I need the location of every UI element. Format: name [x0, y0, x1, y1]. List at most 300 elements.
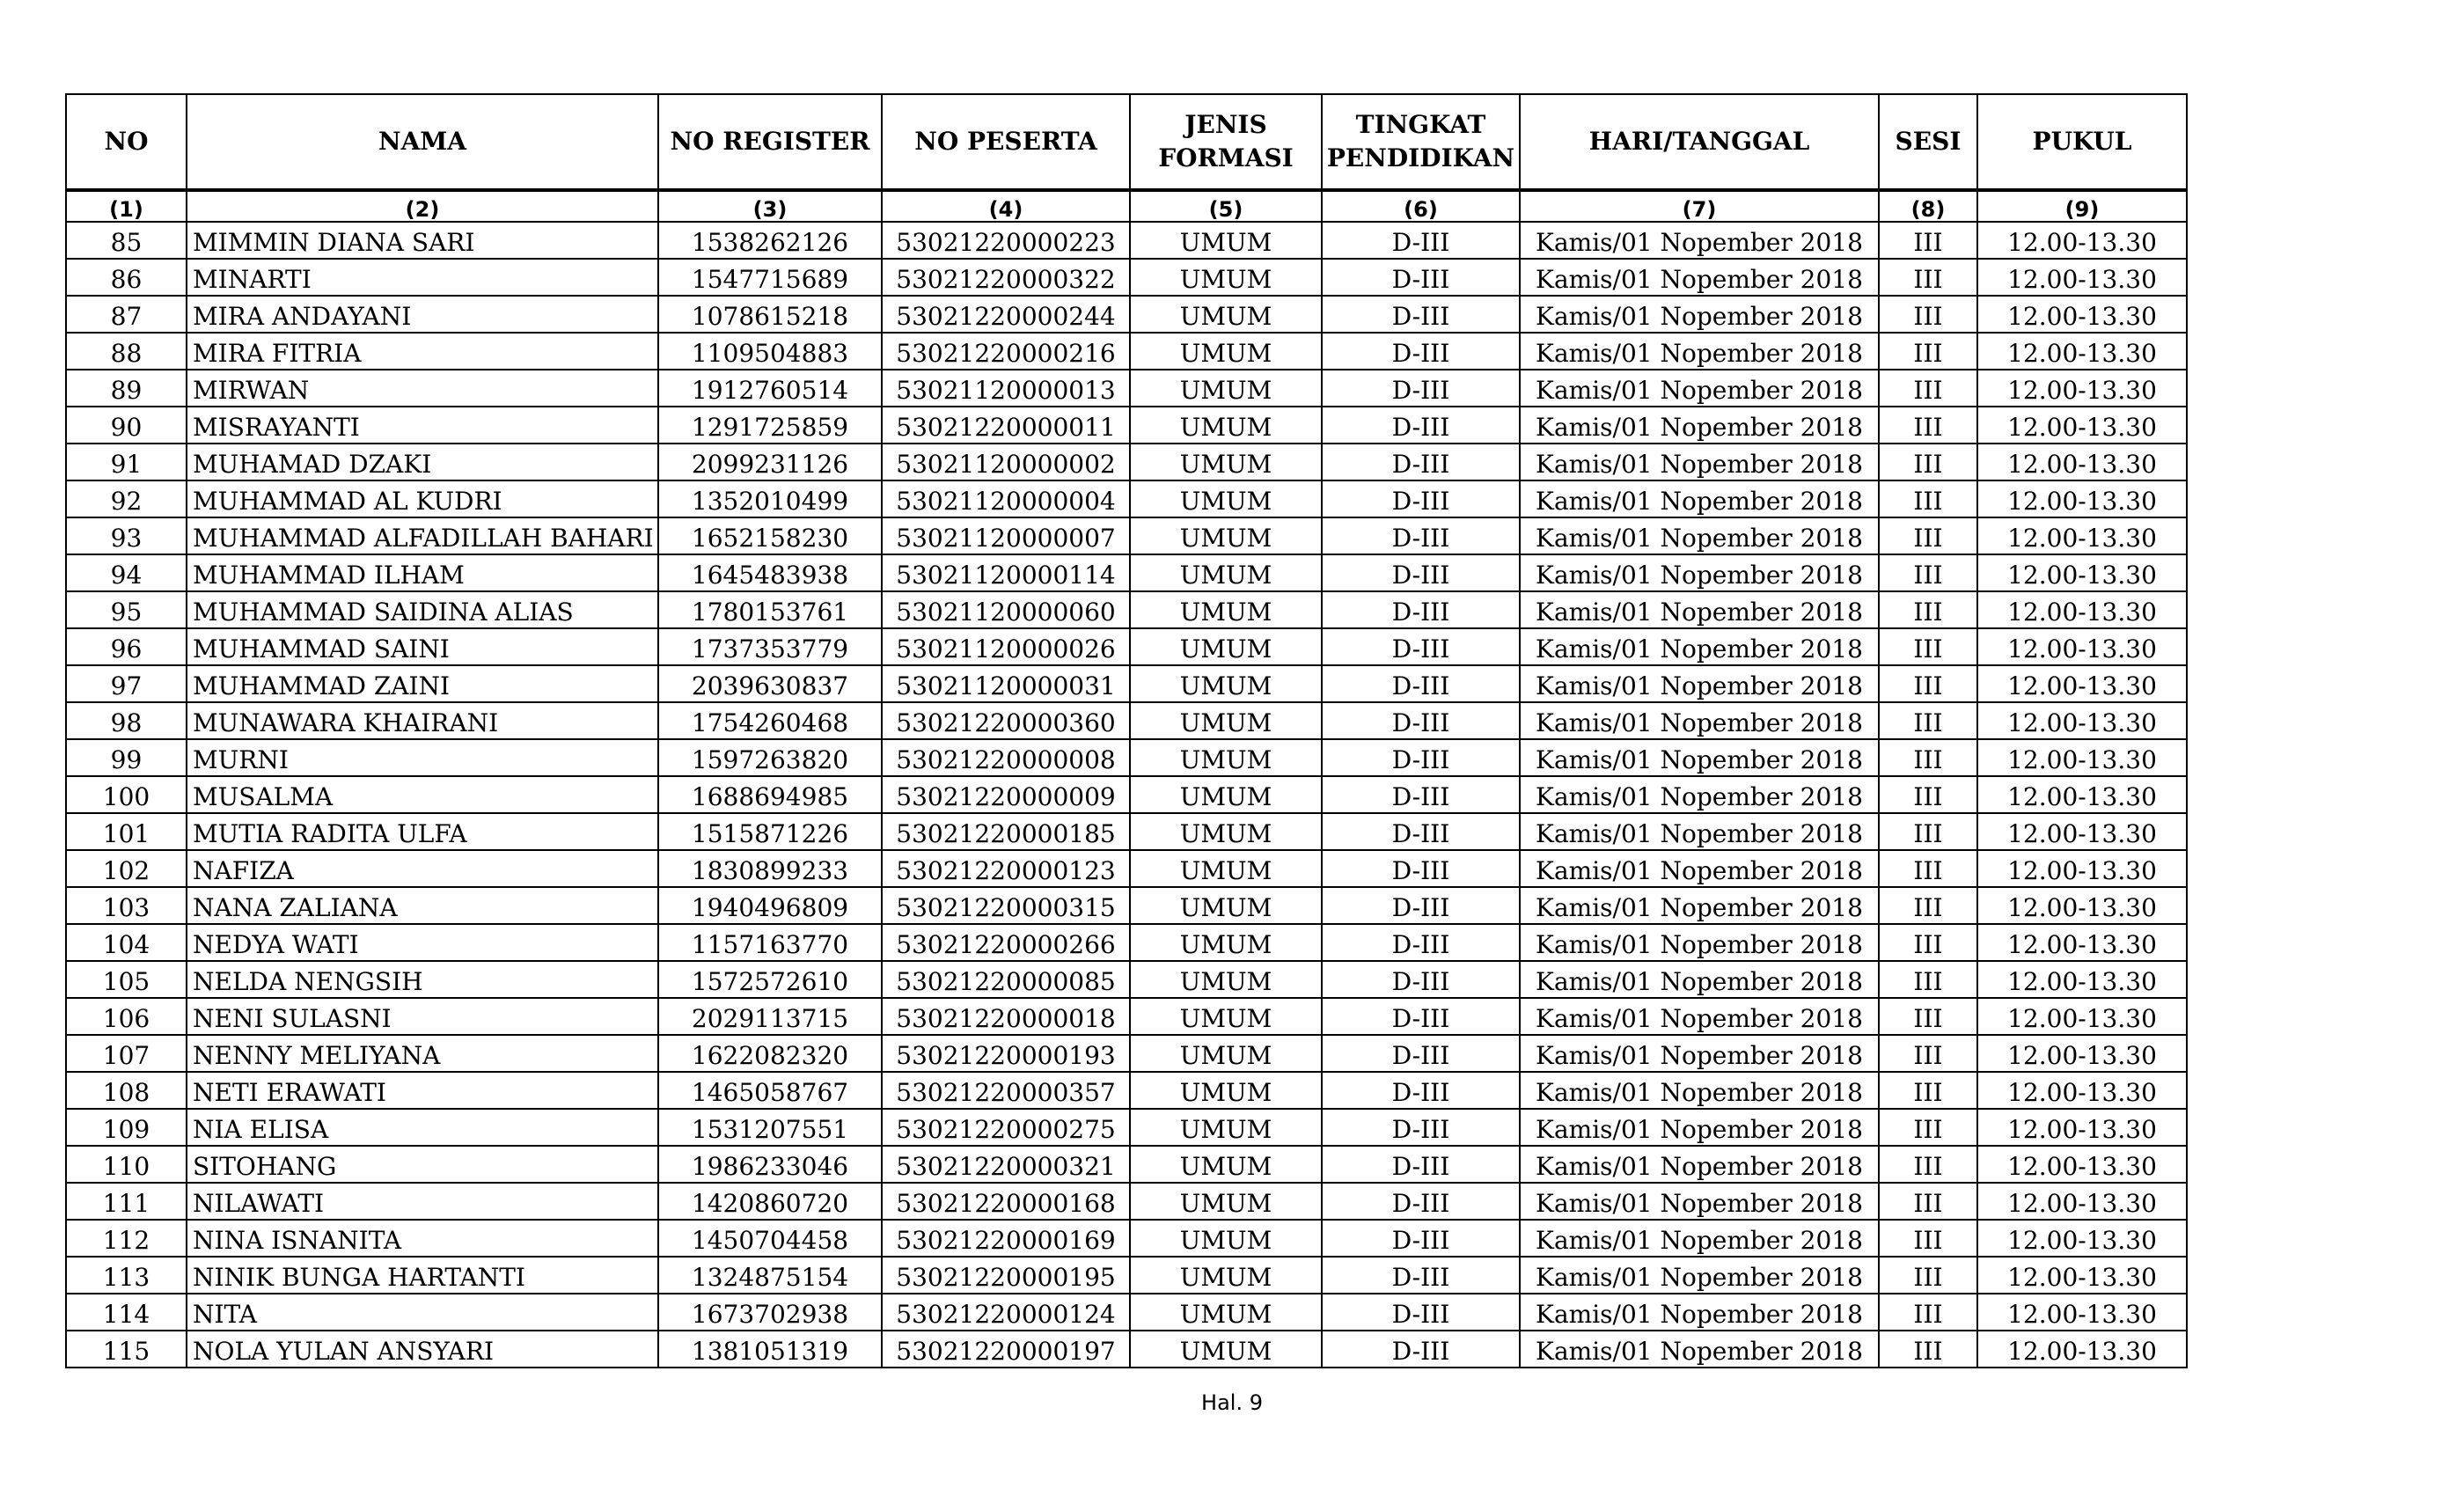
cell-sesi: III	[1879, 259, 1977, 296]
cell-tingkat-pendidikan: D-III	[1322, 1331, 1520, 1368]
cell-tingkat-pendidikan: D-III	[1322, 1220, 1520, 1257]
cell-hari-tanggal: Kamis/01 Nopember 2018	[1520, 444, 1879, 480]
cell-tingkat-pendidikan: D-III	[1322, 887, 1520, 924]
table-row	[66, 517, 2187, 554]
cell-tingkat-pendidikan: D-III	[1322, 444, 1520, 480]
cell-no: 98	[66, 702, 187, 739]
cell-no: 112	[66, 1220, 187, 1257]
header-sesi: SESI	[1879, 94, 1977, 190]
table-row	[66, 850, 2187, 887]
cell-pukul: 12.00-13.30	[1977, 665, 2187, 702]
cell-pukul: 12.00-13.30	[1977, 924, 2187, 961]
cell-hari-tanggal: Kamis/01 Nopember 2018	[1520, 776, 1879, 813]
cell-nama: MUHAMMAD ZAINI	[187, 665, 658, 702]
cell-no-register: 1688694985	[658, 776, 882, 813]
cell-sesi: III	[1879, 850, 1977, 887]
cell-sesi: III	[1879, 961, 1977, 998]
cell-pukul: 12.00-13.30	[1977, 591, 2187, 628]
cell-sesi: III	[1879, 1183, 1977, 1220]
cell-tingkat-pendidikan: D-III	[1322, 1257, 1520, 1294]
cell-no-register: 1572572610	[658, 961, 882, 998]
cell-nama: NETI ERAWATI	[187, 1072, 658, 1109]
page-number: Hal. 9	[1201, 1390, 1263, 1415]
cell-jenis-formasi: UMUM	[1130, 1146, 1322, 1183]
cell-tingkat-pendidikan: D-III	[1322, 998, 1520, 1035]
cell-jenis-formasi: UMUM	[1130, 961, 1322, 998]
cell-jenis-formasi: UMUM	[1130, 1257, 1322, 1294]
cell-hari-tanggal: Kamis/01 Nopember 2018	[1520, 924, 1879, 961]
cell-jenis-formasi: UMUM	[1130, 1072, 1322, 1109]
cell-hari-tanggal: Kamis/01 Nopember 2018	[1520, 554, 1879, 591]
cell-pukul: 12.00-13.30	[1977, 444, 2187, 480]
cell-tingkat-pendidikan: D-III	[1322, 407, 1520, 444]
cell-no: 89	[66, 370, 187, 407]
cell-tingkat-pendidikan: D-III	[1322, 1072, 1520, 1109]
cell-sesi: III	[1879, 665, 1977, 702]
cell-sesi: III	[1879, 1257, 1977, 1294]
table-row	[66, 1331, 2187, 1368]
cell-nama: NITA	[187, 1294, 658, 1331]
header-nama: NAMA	[187, 94, 658, 190]
cell-no-peserta: 53021220000197	[882, 1331, 1130, 1368]
cell-no-register: 1078615218	[658, 296, 882, 333]
cell-jenis-formasi: UMUM	[1130, 591, 1322, 628]
cell-no: 101	[66, 813, 187, 850]
cell-hari-tanggal: Kamis/01 Nopember 2018	[1520, 887, 1879, 924]
cell-no: 91	[66, 444, 187, 480]
cell-no-peserta: 53021220000357	[882, 1072, 1130, 1109]
cell-pukul: 12.00-13.30	[1977, 407, 2187, 444]
cell-no-register: 1673702938	[658, 1294, 882, 1331]
cell-hari-tanggal: Kamis/01 Nopember 2018	[1520, 1257, 1879, 1294]
cell-sesi: III	[1879, 296, 1977, 333]
header-jenis-formasi: JENIS FORMASI	[1130, 94, 1322, 190]
cell-no: 97	[66, 665, 187, 702]
cell-nama: MUNAWARA KHAIRANI	[187, 702, 658, 739]
cell-no-peserta: 53021220000123	[882, 850, 1130, 887]
cell-no: 109	[66, 1109, 187, 1146]
cell-no-peserta: 53021220000315	[882, 887, 1130, 924]
table-row	[66, 665, 2187, 702]
cell-no-peserta: 53021220000018	[882, 998, 1130, 1035]
cell-nama: MUHAMMAD SAIDINA ALIAS	[187, 591, 658, 628]
cell-no-peserta: 53021220000011	[882, 407, 1130, 444]
cell-pukul: 12.00-13.30	[1977, 296, 2187, 333]
cell-jenis-formasi: UMUM	[1130, 554, 1322, 591]
cell-hari-tanggal: Kamis/01 Nopember 2018	[1520, 1183, 1879, 1220]
cell-nama: NILAWATI	[187, 1183, 658, 1220]
cell-no-peserta: 53021120000002	[882, 444, 1130, 480]
column-index: (6)	[1322, 190, 1520, 222]
cell-nama: MISRAYANTI	[187, 407, 658, 444]
cell-jenis-formasi: UMUM	[1130, 1035, 1322, 1072]
cell-nama: NINA ISNANITA	[187, 1220, 658, 1257]
cell-no: 111	[66, 1183, 187, 1220]
cell-pukul: 12.00-13.30	[1977, 480, 2187, 517]
cell-pukul: 12.00-13.30	[1977, 554, 2187, 591]
cell-sesi: III	[1879, 1220, 1977, 1257]
cell-tingkat-pendidikan: D-III	[1322, 517, 1520, 554]
cell-no: 85	[66, 222, 187, 259]
cell-pukul: 12.00-13.30	[1977, 1220, 2187, 1257]
cell-jenis-formasi: UMUM	[1130, 407, 1322, 444]
table-row	[66, 1220, 2187, 1257]
cell-no-peserta: 53021120000004	[882, 480, 1130, 517]
cell-tingkat-pendidikan: D-III	[1322, 702, 1520, 739]
cell-sesi: III	[1879, 591, 1977, 628]
cell-pukul: 12.00-13.30	[1977, 739, 2187, 776]
cell-no: 115	[66, 1331, 187, 1368]
cell-no: 110	[66, 1146, 187, 1183]
cell-pukul: 12.00-13.30	[1977, 517, 2187, 554]
table-row	[66, 1146, 2187, 1183]
cell-jenis-formasi: UMUM	[1130, 296, 1322, 333]
cell-hari-tanggal: Kamis/01 Nopember 2018	[1520, 517, 1879, 554]
cell-hari-tanggal: Kamis/01 Nopember 2018	[1520, 702, 1879, 739]
column-index: (2)	[187, 190, 658, 222]
cell-no-register: 1622082320	[658, 1035, 882, 1072]
table-row	[66, 370, 2187, 407]
table-row	[66, 628, 2187, 665]
cell-no-peserta: 53021220000360	[882, 702, 1130, 739]
column-index: (7)	[1520, 190, 1879, 222]
table-row	[66, 998, 2187, 1035]
cell-tingkat-pendidikan: D-III	[1322, 333, 1520, 370]
table-row	[66, 222, 2187, 259]
cell-jenis-formasi: UMUM	[1130, 1183, 1322, 1220]
table-row	[66, 259, 2187, 296]
cell-pukul: 12.00-13.30	[1977, 1183, 2187, 1220]
cell-sesi: III	[1879, 1109, 1977, 1146]
cell-no-register: 1109504883	[658, 333, 882, 370]
cell-pukul: 12.00-13.30	[1977, 961, 2187, 998]
cell-hari-tanggal: Kamis/01 Nopember 2018	[1520, 1146, 1879, 1183]
cell-no-peserta: 53021220000322	[882, 259, 1130, 296]
cell-pukul: 12.00-13.30	[1977, 887, 2187, 924]
cell-no: 88	[66, 333, 187, 370]
cell-jenis-formasi: UMUM	[1130, 480, 1322, 517]
cell-jenis-formasi: UMUM	[1130, 628, 1322, 665]
cell-no-peserta: 53021220000195	[882, 1257, 1130, 1294]
cell-hari-tanggal: Kamis/01 Nopember 2018	[1520, 998, 1879, 1035]
cell-pukul: 12.00-13.30	[1977, 333, 2187, 370]
cell-hari-tanggal: Kamis/01 Nopember 2018	[1520, 1109, 1879, 1146]
cell-no: 107	[66, 1035, 187, 1072]
cell-no-register: 1912760514	[658, 370, 882, 407]
cell-pukul: 12.00-13.30	[1977, 1331, 2187, 1368]
cell-no: 103	[66, 887, 187, 924]
table-row	[66, 776, 2187, 813]
cell-no: 106	[66, 998, 187, 1035]
cell-hari-tanggal: Kamis/01 Nopember 2018	[1520, 1072, 1879, 1109]
cell-nama: MUSALMA	[187, 776, 658, 813]
cell-jenis-formasi: UMUM	[1130, 222, 1322, 259]
cell-sesi: III	[1879, 776, 1977, 813]
table-row	[66, 1257, 2187, 1294]
cell-sesi: III	[1879, 998, 1977, 1035]
cell-jenis-formasi: UMUM	[1130, 1294, 1322, 1331]
cell-pukul: 12.00-13.30	[1977, 1035, 2187, 1072]
cell-no-peserta: 53021220000275	[882, 1109, 1130, 1146]
cell-tingkat-pendidikan: D-III	[1322, 1294, 1520, 1331]
cell-jenis-formasi: UMUM	[1130, 776, 1322, 813]
cell-sesi: III	[1879, 628, 1977, 665]
cell-no-peserta: 53021120000007	[882, 517, 1130, 554]
column-index: (8)	[1879, 190, 1977, 222]
header-no-register: NO REGISTER	[658, 94, 882, 190]
cell-no-register: 1986233046	[658, 1146, 882, 1183]
cell-jenis-formasi: UMUM	[1130, 1331, 1322, 1368]
cell-hari-tanggal: Kamis/01 Nopember 2018	[1520, 370, 1879, 407]
cell-no-peserta: 53021220000008	[882, 739, 1130, 776]
cell-pukul: 12.00-13.30	[1977, 1146, 2187, 1183]
cell-nama: NANA ZALIANA	[187, 887, 658, 924]
cell-jenis-formasi: UMUM	[1130, 924, 1322, 961]
cell-no: 108	[66, 1072, 187, 1109]
cell-no-register: 1538262126	[658, 222, 882, 259]
cell-pukul: 12.00-13.30	[1977, 628, 2187, 665]
cell-hari-tanggal: Kamis/01 Nopember 2018	[1520, 665, 1879, 702]
cell-jenis-formasi: UMUM	[1130, 739, 1322, 776]
cell-no-peserta: 53021220000321	[882, 1146, 1130, 1183]
column-index: (9)	[1977, 190, 2187, 222]
cell-nama: MIRA FITRIA	[187, 333, 658, 370]
cell-nama: MUHAMMAD ILHAM	[187, 554, 658, 591]
cell-hari-tanggal: Kamis/01 Nopember 2018	[1520, 1294, 1879, 1331]
cell-tingkat-pendidikan: D-III	[1322, 924, 1520, 961]
cell-no-peserta: 53021220000009	[882, 776, 1130, 813]
cell-hari-tanggal: Kamis/01 Nopember 2018	[1520, 1220, 1879, 1257]
participant-schedule-table	[65, 93, 2188, 1368]
table-row	[66, 739, 2187, 776]
cell-nama: MUHAMAD DZAKI	[187, 444, 658, 480]
cell-no-register: 1830899233	[658, 850, 882, 887]
cell-no-peserta: 53021220000216	[882, 333, 1130, 370]
cell-tingkat-pendidikan: D-III	[1322, 1146, 1520, 1183]
cell-no-register: 1597263820	[658, 739, 882, 776]
cell-no: 102	[66, 850, 187, 887]
cell-jenis-formasi: UMUM	[1130, 998, 1322, 1035]
cell-nama: SITOHANG	[187, 1146, 658, 1183]
cell-no: 96	[66, 628, 187, 665]
column-index: (4)	[882, 190, 1130, 222]
cell-no-register: 1780153761	[658, 591, 882, 628]
cell-nama: NINIK BUNGA HARTANTI	[187, 1257, 658, 1294]
cell-hari-tanggal: Kamis/01 Nopember 2018	[1520, 259, 1879, 296]
cell-tingkat-pendidikan: D-III	[1322, 296, 1520, 333]
cell-no-peserta: 53021220000223	[882, 222, 1130, 259]
header-tingkat-pendidikan: TINGKAT PENDIDIKAN	[1322, 94, 1520, 190]
cell-hari-tanggal: Kamis/01 Nopember 2018	[1520, 628, 1879, 665]
cell-tingkat-pendidikan: D-III	[1322, 554, 1520, 591]
header-pukul: PUKUL	[1977, 94, 2187, 190]
table-row	[66, 444, 2187, 480]
cell-no: 100	[66, 776, 187, 813]
cell-hari-tanggal: Kamis/01 Nopember 2018	[1520, 480, 1879, 517]
cell-tingkat-pendidikan: D-III	[1322, 1035, 1520, 1072]
cell-hari-tanggal: Kamis/01 Nopember 2018	[1520, 1331, 1879, 1368]
table-row	[66, 961, 2187, 998]
cell-no-register: 1645483938	[658, 554, 882, 591]
table-row	[66, 333, 2187, 370]
cell-sesi: III	[1879, 1146, 1977, 1183]
cell-hari-tanggal: Kamis/01 Nopember 2018	[1520, 1035, 1879, 1072]
cell-no-peserta: 53021220000244	[882, 296, 1130, 333]
cell-sesi: III	[1879, 1294, 1977, 1331]
cell-sesi: III	[1879, 444, 1977, 480]
cell-tingkat-pendidikan: D-III	[1322, 850, 1520, 887]
cell-sesi: III	[1879, 333, 1977, 370]
cell-jenis-formasi: UMUM	[1130, 665, 1322, 702]
cell-pukul: 12.00-13.30	[1977, 1072, 2187, 1109]
cell-pukul: 12.00-13.30	[1977, 370, 2187, 407]
cell-nama: NENI SULASNI	[187, 998, 658, 1035]
cell-nama: NAFIZA	[187, 850, 658, 887]
cell-nama: NELDA NENGSIH	[187, 961, 658, 998]
cell-pukul: 12.00-13.30	[1977, 776, 2187, 813]
cell-no: 104	[66, 924, 187, 961]
cell-nama: MURNI	[187, 739, 658, 776]
table-row	[66, 887, 2187, 924]
cell-no-register: 1291725859	[658, 407, 882, 444]
table-row	[66, 1294, 2187, 1331]
cell-no-register: 1420860720	[658, 1183, 882, 1220]
cell-no-peserta: 53021220000085	[882, 961, 1130, 998]
cell-tingkat-pendidikan: D-III	[1322, 370, 1520, 407]
cell-no-peserta: 53021120000013	[882, 370, 1130, 407]
cell-sesi: III	[1879, 1331, 1977, 1368]
cell-nama: MIRA ANDAYANI	[187, 296, 658, 333]
cell-no-register: 1352010499	[658, 480, 882, 517]
cell-pukul: 12.00-13.30	[1977, 998, 2187, 1035]
cell-no-register: 1450704458	[658, 1220, 882, 1257]
cell-jenis-formasi: UMUM	[1130, 259, 1322, 296]
table-row	[66, 1109, 2187, 1146]
cell-jenis-formasi: UMUM	[1130, 517, 1322, 554]
cell-no-peserta: 53021220000169	[882, 1220, 1130, 1257]
cell-hari-tanggal: Kamis/01 Nopember 2018	[1520, 813, 1879, 850]
cell-pukul: 12.00-13.30	[1977, 850, 2187, 887]
cell-no-register: 1547715689	[658, 259, 882, 296]
column-index: (5)	[1130, 190, 1322, 222]
cell-pukul: 12.00-13.30	[1977, 813, 2187, 850]
table-row	[66, 554, 2187, 591]
cell-no-register: 1531207551	[658, 1109, 882, 1146]
cell-sesi: III	[1879, 1072, 1977, 1109]
cell-no: 99	[66, 739, 187, 776]
cell-no-register: 1940496809	[658, 887, 882, 924]
cell-nama: MUHAMMAD SAINI	[187, 628, 658, 665]
cell-tingkat-pendidikan: D-III	[1322, 961, 1520, 998]
cell-pukul: 12.00-13.30	[1977, 1257, 2187, 1294]
cell-jenis-formasi: UMUM	[1130, 813, 1322, 850]
cell-no-peserta: 53021120000026	[882, 628, 1130, 665]
cell-tingkat-pendidikan: D-III	[1322, 813, 1520, 850]
cell-sesi: III	[1879, 887, 1977, 924]
table-row	[66, 702, 2187, 739]
cell-hari-tanggal: Kamis/01 Nopember 2018	[1520, 591, 1879, 628]
table-row	[66, 407, 2187, 444]
cell-nama: MUTIA RADITA ULFA	[187, 813, 658, 850]
cell-tingkat-pendidikan: D-III	[1322, 665, 1520, 702]
cell-no-register: 1381051319	[658, 1331, 882, 1368]
table-row	[66, 813, 2187, 850]
cell-jenis-formasi: UMUM	[1130, 887, 1322, 924]
cell-sesi: III	[1879, 702, 1977, 739]
cell-hari-tanggal: Kamis/01 Nopember 2018	[1520, 407, 1879, 444]
cell-no-register: 1652158230	[658, 517, 882, 554]
cell-pukul: 12.00-13.30	[1977, 702, 2187, 739]
cell-tingkat-pendidikan: D-III	[1322, 480, 1520, 517]
cell-no-peserta: 53021220000168	[882, 1183, 1130, 1220]
cell-jenis-formasi: UMUM	[1130, 850, 1322, 887]
header-no-peserta: NO PESERTA	[882, 94, 1130, 190]
cell-no-register: 1754260468	[658, 702, 882, 739]
cell-jenis-formasi: UMUM	[1130, 1220, 1322, 1257]
cell-no: 86	[66, 259, 187, 296]
table-row	[66, 591, 2187, 628]
cell-pukul: 12.00-13.30	[1977, 1109, 2187, 1146]
cell-nama: NOLA YULAN ANSYARI	[187, 1331, 658, 1368]
cell-sesi: III	[1879, 480, 1977, 517]
cell-sesi: III	[1879, 222, 1977, 259]
header-no: NO	[66, 94, 187, 190]
cell-tingkat-pendidikan: D-III	[1322, 739, 1520, 776]
table-row	[66, 924, 2187, 961]
cell-jenis-formasi: UMUM	[1130, 702, 1322, 739]
cell-no-register: 2039630837	[658, 665, 882, 702]
cell-tingkat-pendidikan: D-III	[1322, 628, 1520, 665]
cell-no-register: 1737353779	[658, 628, 882, 665]
cell-no: 114	[66, 1294, 187, 1331]
cell-tingkat-pendidikan: D-III	[1322, 259, 1520, 296]
cell-no: 113	[66, 1257, 187, 1294]
cell-no: 95	[66, 591, 187, 628]
cell-hari-tanggal: Kamis/01 Nopember 2018	[1520, 333, 1879, 370]
cell-jenis-formasi: UMUM	[1130, 370, 1322, 407]
cell-sesi: III	[1879, 517, 1977, 554]
cell-sesi: III	[1879, 370, 1977, 407]
cell-no: 92	[66, 480, 187, 517]
cell-no: 87	[66, 296, 187, 333]
cell-pukul: 12.00-13.30	[1977, 222, 2187, 259]
cell-hari-tanggal: Kamis/01 Nopember 2018	[1520, 739, 1879, 776]
header-row	[66, 94, 2187, 190]
cell-nama: MUHAMMAD ALFADILLAH BAHARI	[187, 517, 658, 554]
cell-pukul: 12.00-13.30	[1977, 259, 2187, 296]
cell-tingkat-pendidikan: D-III	[1322, 591, 1520, 628]
cell-sesi: III	[1879, 813, 1977, 850]
cell-nama: MUHAMMAD AL KUDRI	[187, 480, 658, 517]
cell-tingkat-pendidikan: D-III	[1322, 1183, 1520, 1220]
cell-no-peserta: 53021220000124	[882, 1294, 1130, 1331]
cell-no-peserta: 53021220000266	[882, 924, 1130, 961]
table-row	[66, 1183, 2187, 1220]
cell-nama: NENNY MELIYANA	[187, 1035, 658, 1072]
table-row	[66, 480, 2187, 517]
cell-no: 94	[66, 554, 187, 591]
cell-nama: NEDYA WATI	[187, 924, 658, 961]
column-index: (3)	[658, 190, 882, 222]
cell-pukul: 12.00-13.30	[1977, 1294, 2187, 1331]
cell-nama: NIA ELISA	[187, 1109, 658, 1146]
cell-no-register: 2029113715	[658, 998, 882, 1035]
cell-nama: MIRWAN	[187, 370, 658, 407]
cell-sesi: III	[1879, 739, 1977, 776]
cell-no: 93	[66, 517, 187, 554]
cell-tingkat-pendidikan: D-III	[1322, 222, 1520, 259]
table-row	[66, 296, 2187, 333]
